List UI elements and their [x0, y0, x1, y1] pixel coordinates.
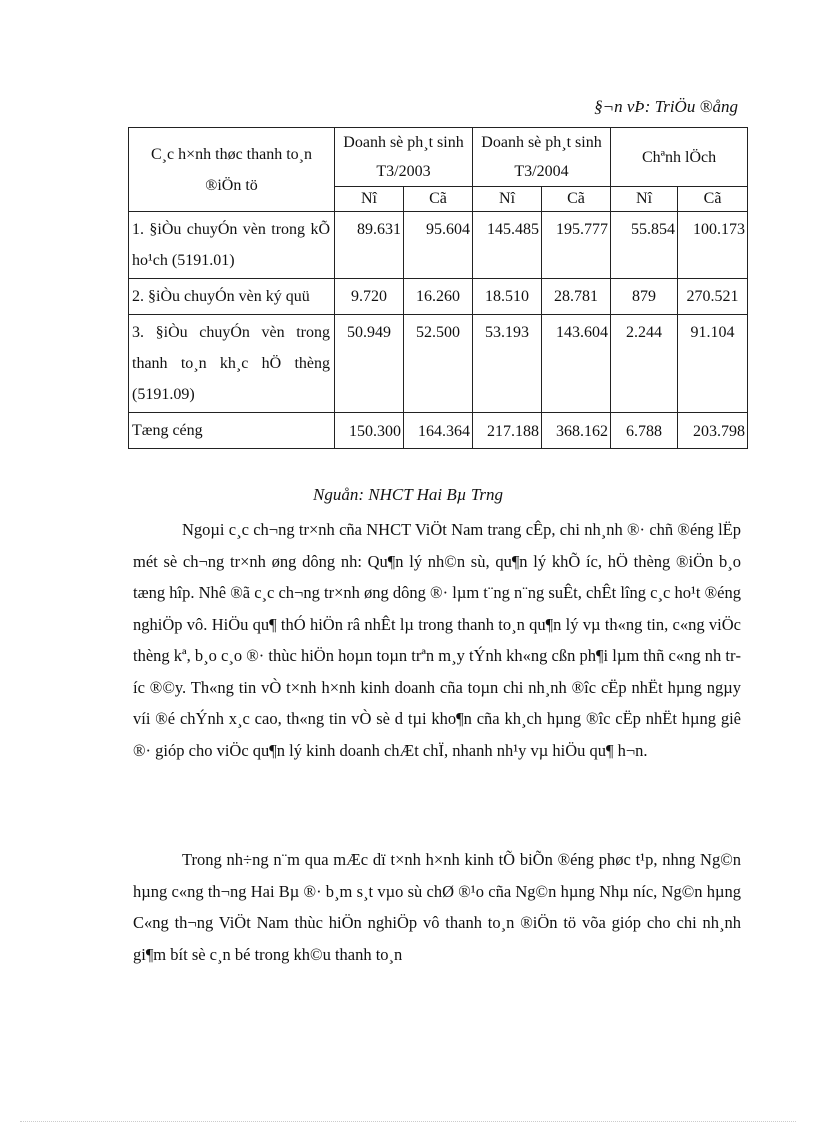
table-total-row — [129, 413, 748, 449]
table-row — [129, 212, 748, 279]
unit-note: §¬n vÞ: TriÖu ®ång — [594, 97, 738, 116]
cell-value: 53.193 — [473, 315, 542, 413]
subheader-co: Cã — [542, 187, 611, 212]
page-bottom-divider — [20, 1121, 796, 1122]
row-label: Tæng céng — [129, 413, 335, 449]
subheader-no: Nî — [335, 187, 404, 212]
cell-value: 2.244 — [611, 315, 678, 413]
cell-value: 91.104 — [678, 315, 748, 413]
body-paragraph: Ngoµi c¸c ch¬ng tr×nh cña NHCT ViÖt Nam trang cÊp, chi nh¸nh ®· chñ ®éng lËp mét sè ch¬ng tr×nh øng dông nh: Qu¶n lý nh©n sù, qu¶n lý khÕ íc, hÖ thèng ®iÖn b¸o tæng hîp. Nhê ®ã c¸c ch¬ng tr×nh øng dông ®· lµm t¨ng n¨ng suÊt, chÊt lîng c¸c ho¹t ®éng nghiÖp vô. HiÖu qu¶ thÓ hiÖn râ nhÊt lµ trong thanh to¸n qu¶n lý vµ th«ng tin, c«ng viÖc thèng kª, b¸o c¸o ®· thùc hiÖn hoµn toµn trªn m¸y tÝnh kh«ng cßn ph¶i lµm thñ c«ng nh tríc ®©y. Th«ng tin vÒ t×nh h×nh kinh doanh cña toµn chi nh¸nh ®îc cËp nhËt hµng ngµy víi ®é chÝnh x¸c cao, th«ng tin vÒ sè d tµi kho¶n cña kh¸ch hµng ®îc cËp nhËt hµng giê ®· gióp cho viÖc qu¶n lý kinh doanh chÆt chÏ, nhanh nh¹y vµ hiÖu qu¶ h¬n. — [133, 520, 741, 760]
cell-value: 18.510 — [473, 279, 542, 315]
row-label: 3. §iÒu chuyÓn vèn trong thanh to¸n kh¸c hÖ thèng (5191.09) — [129, 315, 335, 413]
cell-value: 368.162 — [542, 413, 611, 449]
header-category: C¸c h×nh thøc thanh to¸n ®iÖn tö — [129, 128, 335, 212]
cell-value: 145.485 — [473, 212, 542, 279]
row-label: 2. §iÒu chuyÓn vèn ký quü — [129, 279, 335, 315]
table-row — [129, 315, 748, 413]
header-2004: Doanh sè ph¸t sinh T3/2004 — [473, 128, 611, 187]
table-source: Nguån: NHCT Hai Bµ Trng — [313, 485, 503, 504]
table-row — [129, 279, 748, 315]
header-difference: Chªnh lÖch — [611, 128, 748, 187]
cell-value: 50.949 — [335, 315, 404, 413]
cell-value: 164.364 — [404, 413, 473, 449]
cell-value: 16.260 — [404, 279, 473, 315]
body-paragraph: Trong nh÷ng n¨m qua mÆc dï t×nh h×nh kinh tÕ biÕn ®éng phøc t¹p, nhng Ng©n hµng c«ng th¬ng Hai Bµ ®· b¸m s¸t vµo sù chØ ®¹o cña Ng©n hµng Nhµ níc, Ng©n hµng C«ng th¬ng ViÖt Nam thùc hiÖn nghiÖp vô thanh to¸n ®iÖn tö võa gióp cho chi nh¸nh gi¶m bít sè c¸n bé trong kh©u thanh to¸n — [133, 850, 741, 964]
cell-value: 879 — [611, 279, 678, 315]
subheader-co: Cã — [404, 187, 473, 212]
cell-value: 270.521 — [678, 279, 748, 315]
cell-value: 6.788 — [611, 413, 678, 449]
subheader-no: Nî — [473, 187, 542, 212]
cell-value: 217.188 — [473, 413, 542, 449]
cell-value: 195.777 — [542, 212, 611, 279]
cell-value: 203.798 — [678, 413, 748, 449]
cell-value: 52.500 — [404, 315, 473, 413]
subheader-no: Nî — [611, 187, 678, 212]
subheader-co: Cã — [678, 187, 748, 212]
header-2003: Doanh sè ph¸t sinh T3/2003 — [335, 128, 473, 187]
cell-value: 143.604 — [542, 315, 611, 413]
payment-table — [128, 127, 748, 449]
table-header-row — [129, 128, 748, 187]
cell-value: 89.631 — [335, 212, 404, 279]
cell-value: 9.720 — [335, 279, 404, 315]
cell-value: 95.604 — [404, 212, 473, 279]
cell-value: 28.781 — [542, 279, 611, 315]
cell-value: 100.173 — [678, 212, 748, 279]
row-label: 1. §iÒu chuyÓn vèn trong kÕ ho¹ch (5191.01) — [129, 212, 335, 279]
cell-value: 55.854 — [611, 212, 678, 279]
cell-value: 150.300 — [335, 413, 404, 449]
